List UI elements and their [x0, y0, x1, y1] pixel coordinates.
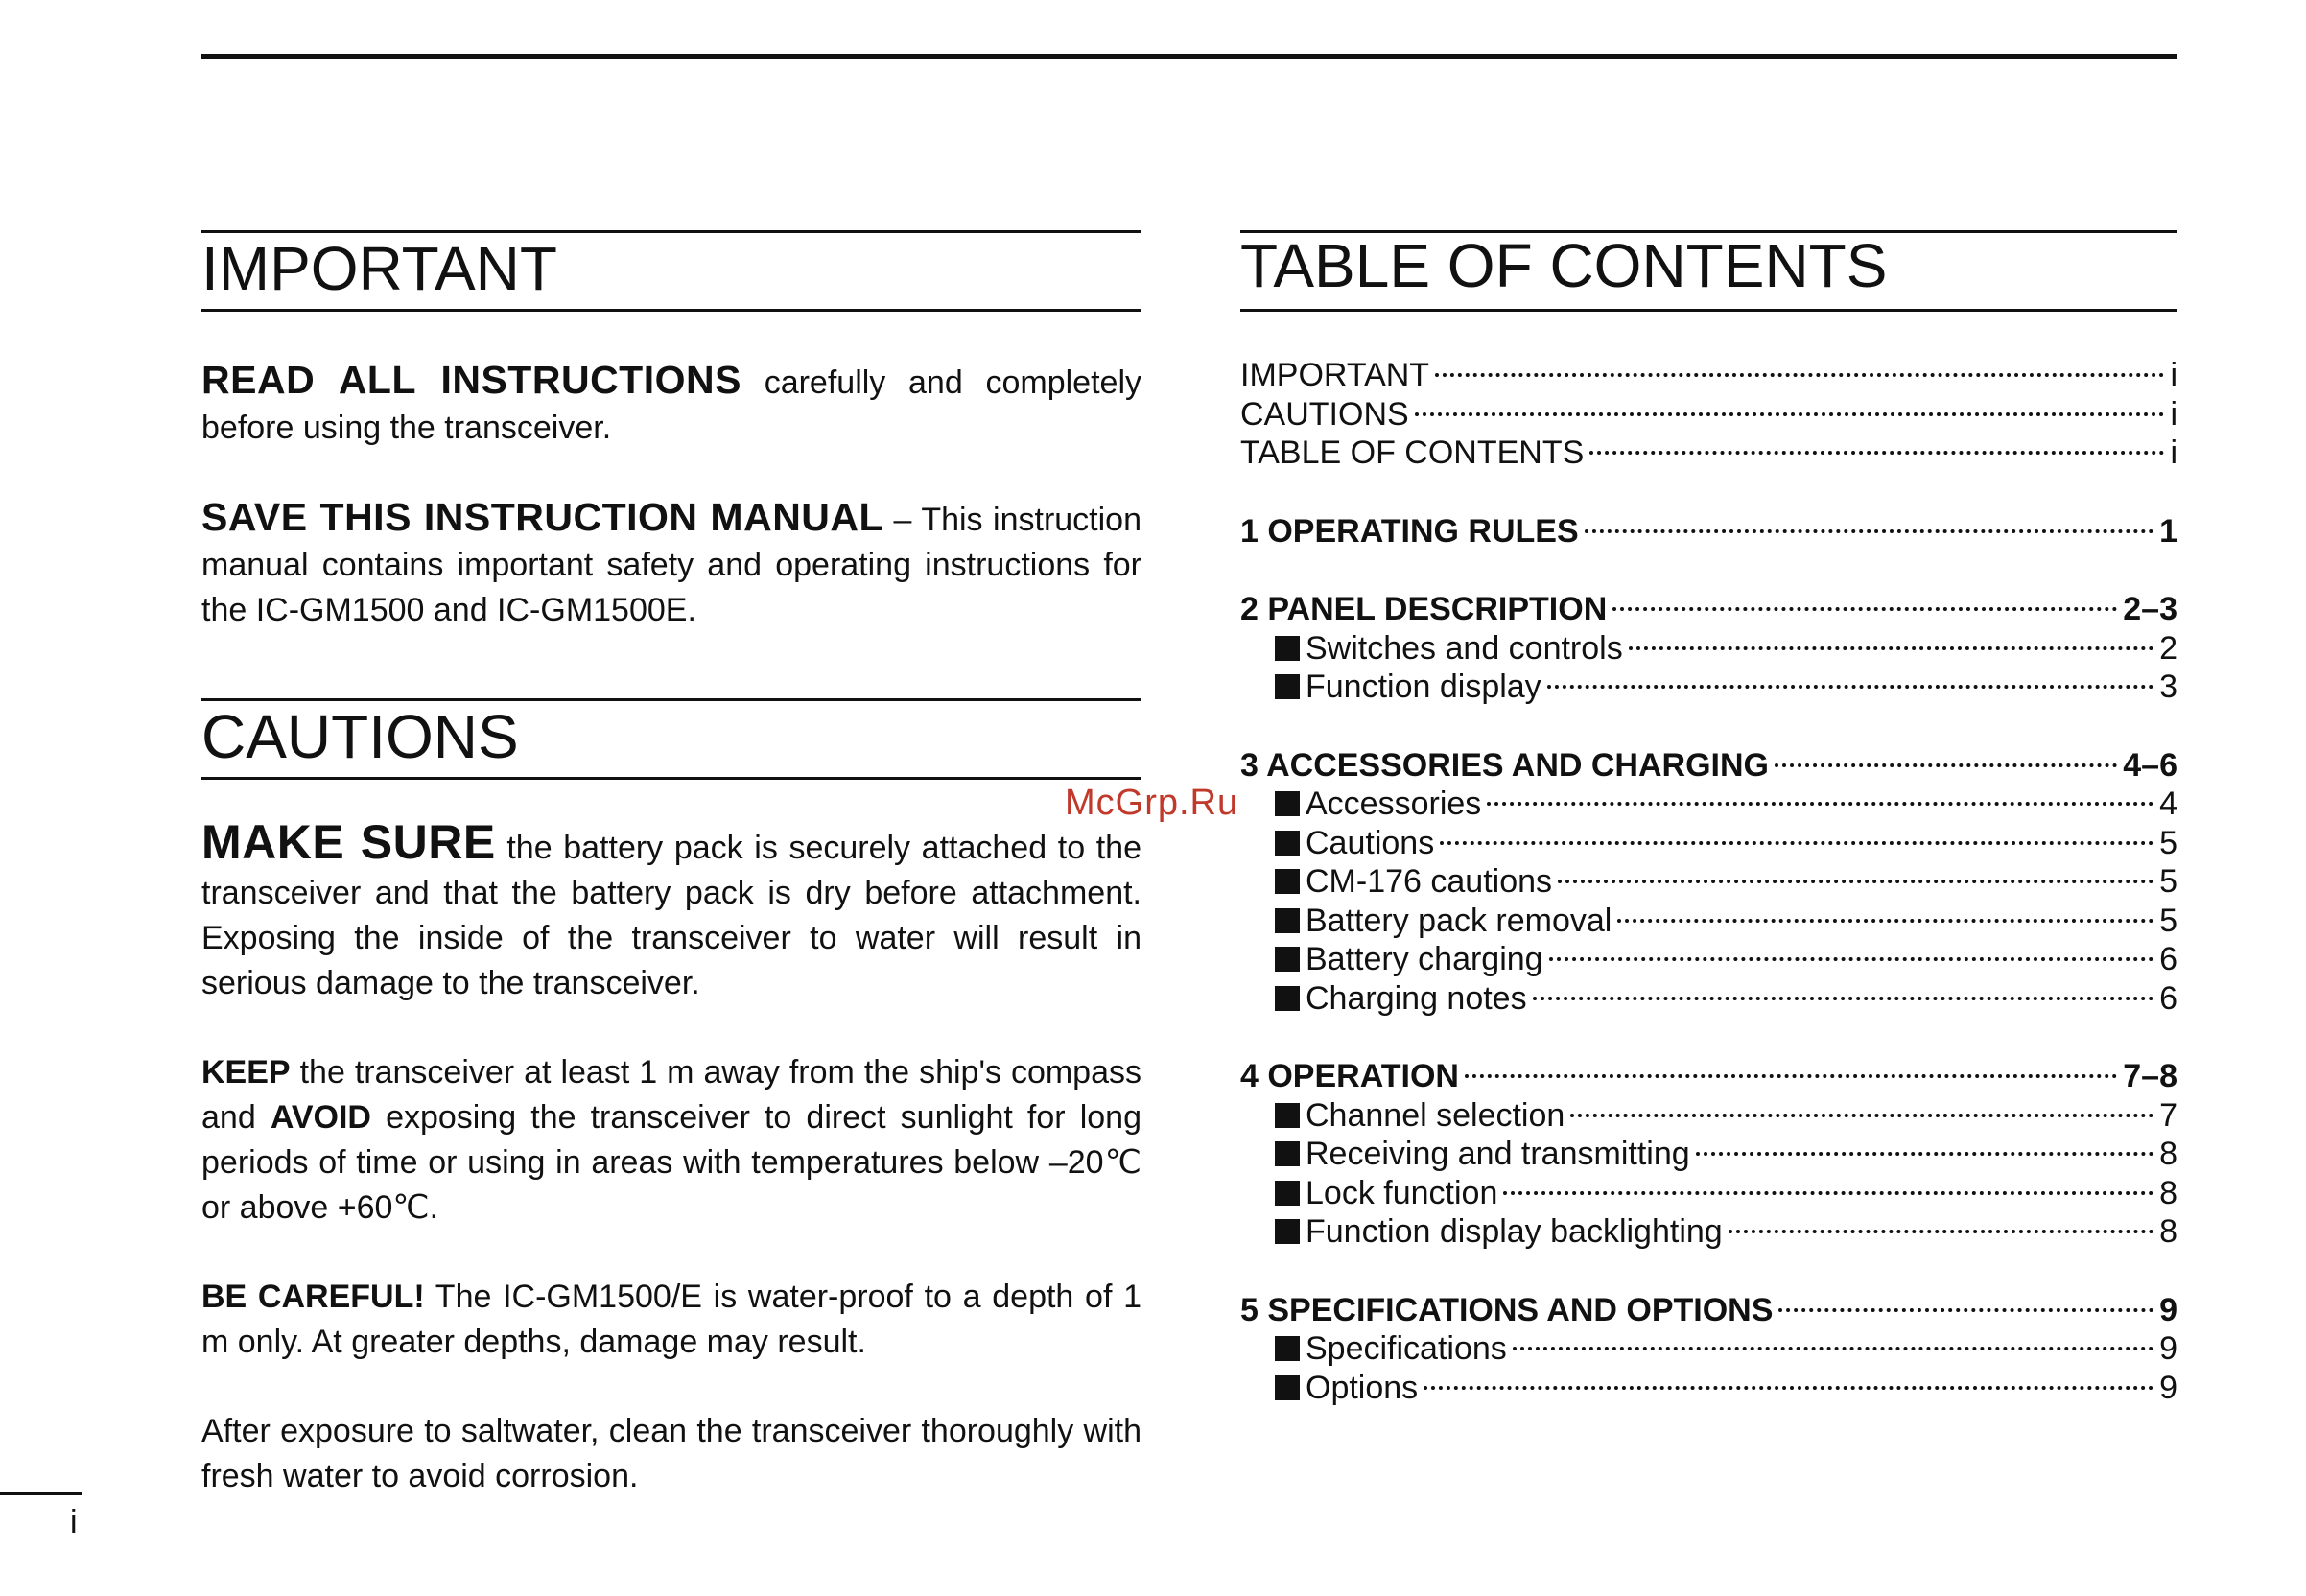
toc-page: 8: [2159, 1136, 2177, 1172]
toc-label: Channel selection: [1306, 1096, 1565, 1134]
avoid-lead: AVOID: [270, 1099, 371, 1136]
square-bullet-icon: [1275, 1219, 1300, 1244]
toc-label: 2 PANEL DESCRIPTION: [1240, 591, 1608, 627]
square-bullet-icon: [1275, 791, 1300, 816]
toc-chapter-row[interactable]: [1240, 746, 2177, 786]
keep-text-1: the transceiver at least 1 m away from the ship's compass and: [201, 1054, 1141, 1136]
toc-label: Battery charging: [1306, 941, 1543, 977]
toc-sub-row[interactable]: [1240, 1174, 2177, 1213]
toc-label: Options: [1306, 1369, 1419, 1406]
square-bullet-icon: [1275, 908, 1300, 933]
keep-lead: KEEP: [201, 1054, 291, 1091]
toc-label: IMPORTANT: [1240, 357, 1430, 393]
toc-label: Function display backlighting: [1306, 1213, 1723, 1250]
dot-leader: [1558, 880, 2153, 883]
square-bullet-icon: [1275, 1141, 1300, 1166]
toc-label: Lock function: [1306, 1174, 1498, 1211]
toc-label: Battery pack removal: [1306, 902, 1612, 939]
toc-chapter-row[interactable]: [1240, 1291, 2177, 1330]
toc-page: i: [2170, 434, 2177, 471]
toc-page: 5: [2159, 902, 2177, 939]
toc-page: 9: [2159, 1291, 2177, 1328]
toc-label: Charging notes: [1306, 979, 1527, 1017]
toc-page: 4–6: [2123, 746, 2177, 784]
dot-leader: [1589, 451, 2164, 455]
toc-row[interactable]: [1240, 356, 2177, 395]
square-bullet-icon: [1275, 1181, 1300, 1206]
make-sure-text: the battery pack is securely attached to the transceiver and that the battery pack is dry before attachment. Exposing the inside of the transceiver to water will result in serious damage to the transceiver.: [201, 830, 1142, 1001]
dot-leader: [1570, 1114, 2153, 1117]
dot-leader: [1503, 1191, 2153, 1195]
toc-page: 7: [2159, 1096, 2177, 1134]
toc-label: CM-176 cautions: [1306, 863, 1553, 900]
dot-leader: [1612, 607, 2117, 611]
toc-page: 4: [2159, 786, 2177, 822]
left-column: [201, 230, 1141, 1499]
toc-sub-row[interactable]: [1240, 902, 2177, 941]
dot-leader: [1435, 373, 2164, 377]
toc-sub-row[interactable]: [1240, 862, 2177, 902]
toc-label: 3 ACCESSORIES AND CHARGING: [1240, 746, 1769, 784]
toc-header: [1240, 230, 2177, 312]
toc-sub-row[interactable]: [1240, 668, 2177, 707]
toc-label: CAUTIONS: [1240, 395, 1409, 433]
dot-leader: [1440, 841, 2153, 845]
make-sure-paragraph: [201, 815, 1142, 1006]
toc-page: 2–3: [2123, 591, 2177, 627]
cautions-title: CAUTIONS: [201, 702, 519, 771]
dot-leader: [1617, 919, 2153, 923]
toc-chapter-row[interactable]: [1240, 512, 2177, 552]
square-bullet-icon: [1275, 636, 1300, 661]
toc-sub-row[interactable]: [1240, 824, 2177, 863]
make-sure-lead: MAKE SURE: [201, 815, 496, 869]
important-title: IMPORTANT: [201, 234, 557, 303]
toc-sub-row[interactable]: [1240, 1212, 2177, 1252]
toc-sub-row[interactable]: [1240, 785, 2177, 824]
dot-leader: [1513, 1347, 2153, 1350]
toc-label: Specifications: [1306, 1330, 1507, 1367]
toc-row[interactable]: [1240, 395, 2177, 434]
page-number: i: [70, 1504, 78, 1540]
keep-text-2: exposing the transceiver to direct sunlight for long periods of time or using in areas with temperatures below –20℃ or above +60℃.: [201, 1099, 1141, 1226]
toc-chapter-row[interactable]: [1240, 590, 2177, 629]
toc-sub-row[interactable]: [1240, 940, 2177, 979]
dot-leader: [1696, 1152, 2153, 1156]
toc-label: 1 OPERATING RULES: [1240, 512, 1579, 550]
toc-page: 9: [2159, 1369, 2177, 1406]
toc-label: 4 OPERATION: [1240, 1058, 1459, 1094]
square-bullet-icon: [1275, 674, 1300, 699]
toc-sub-row[interactable]: [1240, 1135, 2177, 1174]
square-bullet-icon: [1275, 1375, 1300, 1400]
toc-label: TABLE OF CONTENTS: [1240, 434, 1585, 471]
toc-page: 7–8: [2123, 1058, 2177, 1094]
dot-leader: [1585, 529, 2153, 533]
toc-page: 8: [2159, 1174, 2177, 1211]
toc-title: TABLE OF CONTENTS: [1240, 231, 1888, 300]
square-bullet-icon: [1275, 1103, 1300, 1128]
dot-leader: [1549, 957, 2153, 961]
read-all-text: carefully and completely before using the transceiver.: [201, 364, 1141, 446]
toc-chapter-row[interactable]: [1240, 1057, 2177, 1096]
read-all-lead: READ ALL INSTRUCTIONS: [201, 358, 741, 402]
saltwater-paragraph: After exposure to saltwater, clean the transceiver thoroughly with fresh water to avoid corrosion.: [201, 1413, 1141, 1494]
keep-paragraph: [201, 1050, 1141, 1231]
dot-leader: [1487, 802, 2153, 806]
read-all-paragraph: [201, 358, 1141, 451]
important-header: [201, 230, 1141, 312]
be-careful-text: The IC-GM1500/E is water-proof to a depth of 1 m only. At greater depths, damage may result.: [201, 1279, 1142, 1360]
toc-list: [1240, 356, 2177, 1407]
toc-label: 5 SPECIFICATIONS AND OPTIONS: [1240, 1291, 1774, 1328]
toc-page: 5: [2159, 863, 2177, 900]
toc-sub-row[interactable]: [1240, 979, 2177, 1019]
square-bullet-icon: [1275, 869, 1300, 894]
dot-leader: [1547, 685, 2153, 689]
square-bullet-icon: [1275, 986, 1300, 1011]
page-number-rule: [0, 1492, 82, 1495]
toc-page: i: [2170, 357, 2177, 393]
toc-sub-row[interactable]: [1240, 1096, 2177, 1136]
toc-page: 2: [2159, 629, 2177, 667]
toc-page: 6: [2159, 979, 2177, 1017]
toc-label: Function display: [1306, 669, 1541, 705]
toc-sub-row[interactable]: [1240, 1329, 2177, 1369]
watermark: McGrp.Ru: [1065, 783, 1239, 823]
toc-page: 3: [2159, 669, 2177, 705]
toc-page: 5: [2159, 824, 2177, 861]
square-bullet-icon: [1275, 831, 1300, 856]
dot-leader: [1778, 1308, 2153, 1312]
save-manual-paragraph: [201, 495, 1141, 633]
dot-leader: [1415, 412, 2165, 416]
toc-page: i: [2170, 395, 2177, 433]
toc-row[interactable]: [1240, 434, 2177, 473]
square-bullet-icon: [1275, 947, 1300, 972]
save-manual-text: – This instruction manual contains important safety and operating instructions for the IC-GM1500 and IC-GM1500E.: [201, 502, 1141, 628]
dot-leader: [1775, 763, 2117, 767]
toc-label: Accessories: [1306, 786, 1482, 822]
square-bullet-icon: [1275, 1336, 1300, 1361]
top-rule: [201, 54, 2177, 59]
toc-sub-row[interactable]: [1240, 629, 2177, 669]
dot-leader: [1629, 646, 2153, 650]
right-column: [1240, 230, 2177, 1407]
dot-leader: [1424, 1386, 2153, 1390]
toc-page: 8: [2159, 1213, 2177, 1250]
cautions-header: [201, 698, 1141, 780]
toc-label: Switches and controls: [1306, 629, 1623, 667]
toc-page: 9: [2159, 1330, 2177, 1367]
toc-page: 6: [2159, 941, 2177, 977]
save-manual-lead: SAVE THIS INSTRUCTION MANUAL: [201, 495, 884, 539]
toc-sub-row[interactable]: [1240, 1369, 2177, 1408]
toc-page: 1: [2159, 512, 2177, 550]
be-careful-paragraph: [201, 1275, 1141, 1365]
dot-leader: [1465, 1074, 2117, 1078]
toc-label: Receiving and transmitting: [1306, 1136, 1690, 1172]
toc-label: Cautions: [1306, 824, 1435, 861]
dot-leader: [1533, 997, 2153, 1000]
dot-leader: [1729, 1230, 2153, 1233]
be-careful-lead: BE CAREFUL!: [201, 1279, 425, 1315]
